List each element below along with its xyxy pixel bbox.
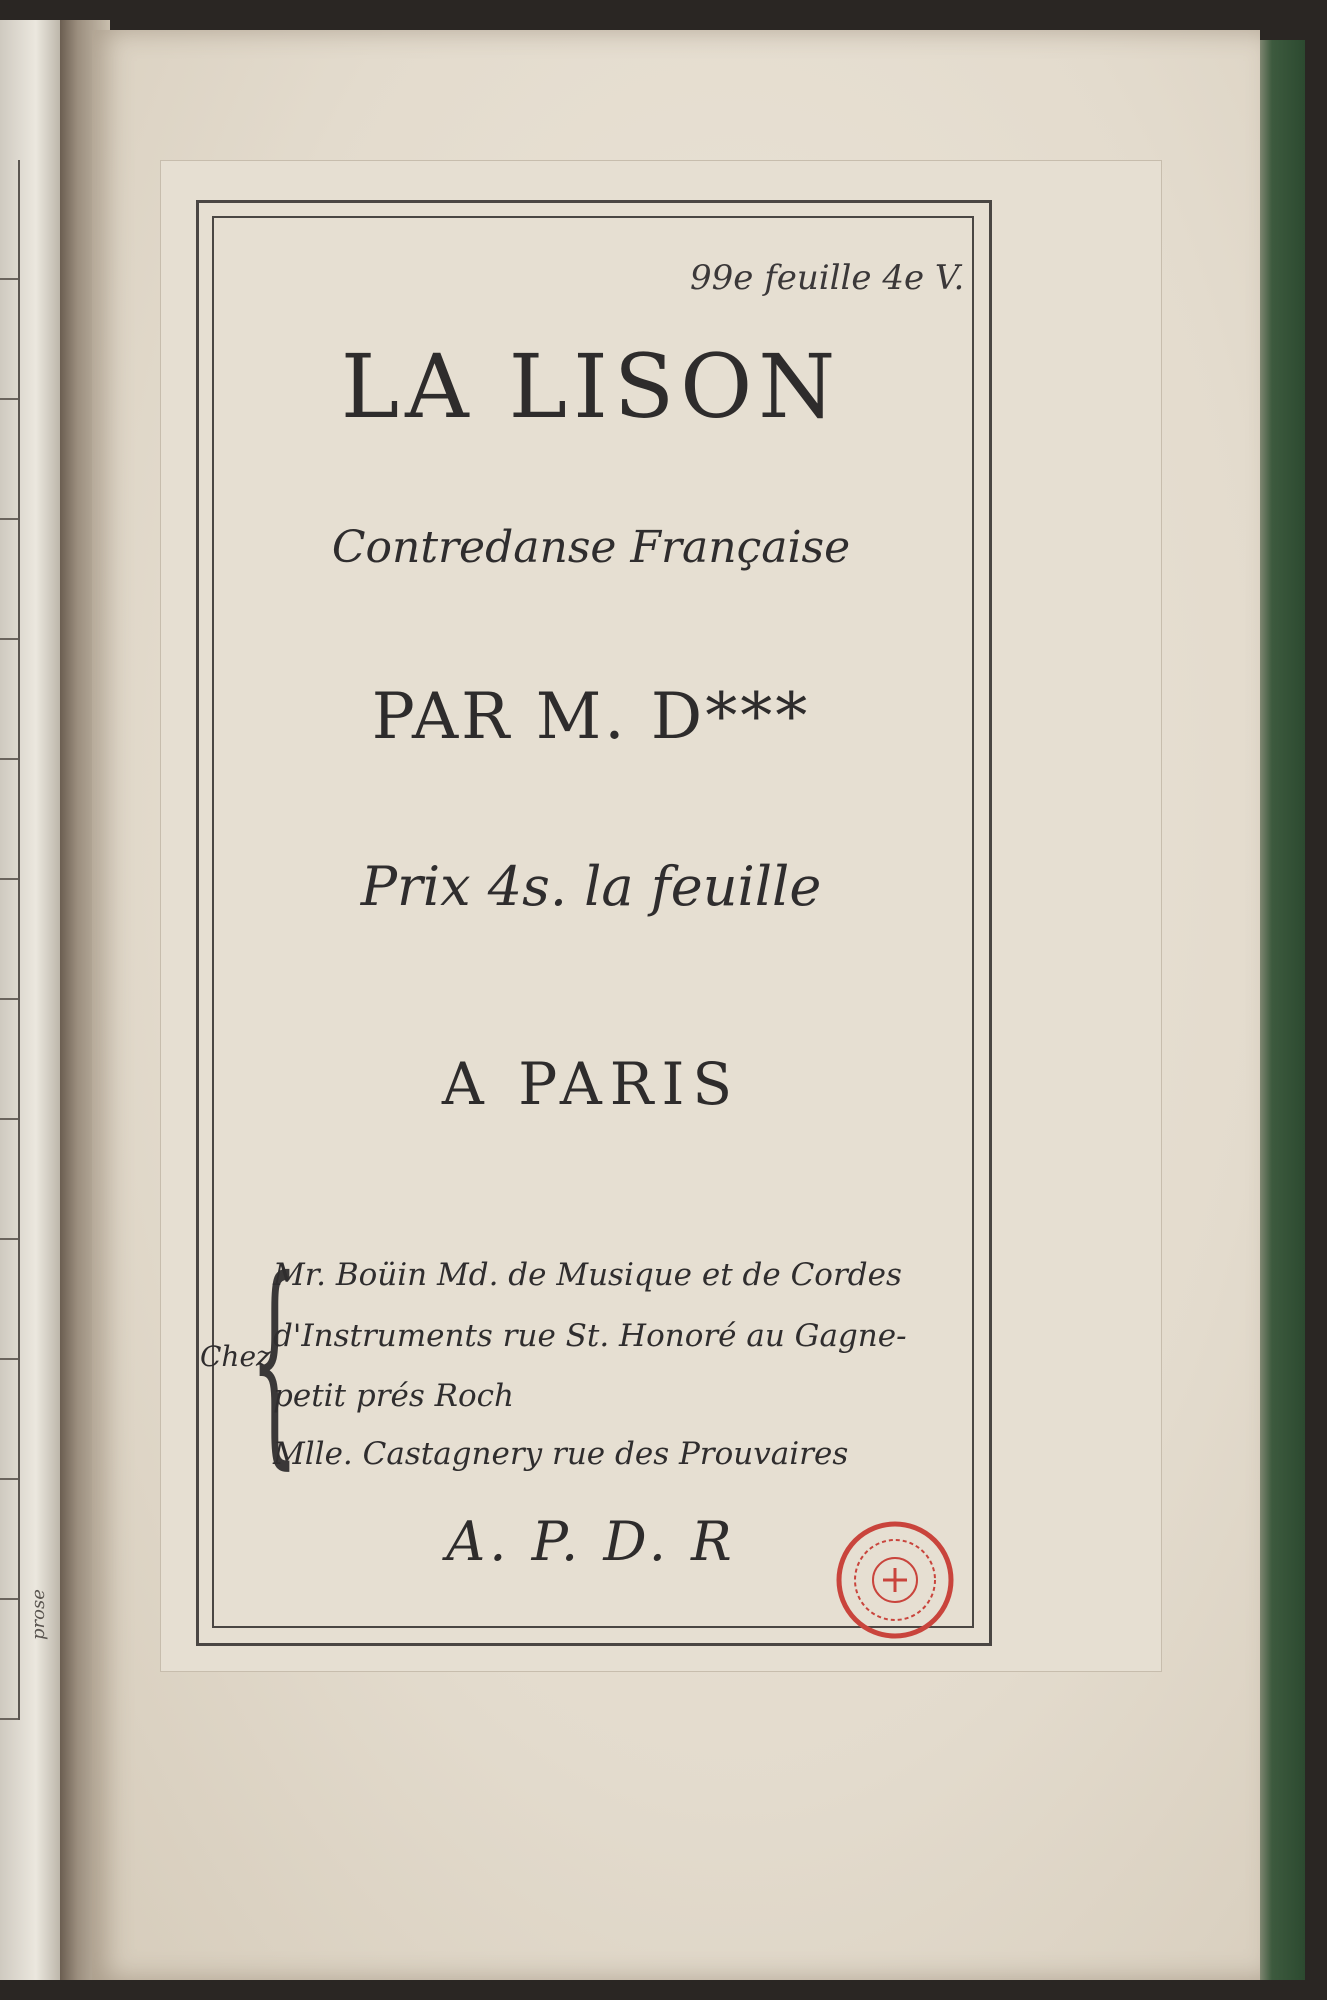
title: LA LISON [340,335,842,438]
place-line: A PARIS [441,1050,741,1118]
subtitle: Contredanse Française [331,522,851,573]
address-line: Mr. Boüin Md. de Musique et de Cordes [273,1257,902,1293]
address-line: d'Instruments rue St. Honoré au Gagne- [273,1318,907,1354]
sheet-note: 99e feuille 4e V. [690,258,965,298]
library-stamp-icon [833,1518,957,1642]
curly-brace-icon: { [250,1232,299,1488]
facing-page-caption: prose [28,1589,49,1640]
privilege-line: A. P. D. R [446,1510,736,1573]
facing-page [0,20,60,1980]
author-line: PAR M. D*** [371,680,811,754]
address-line: Mlle. Castagnery rue des Prouvaires [273,1436,849,1472]
address-line: petit prés Roch [273,1378,514,1414]
chez-label: Chez [200,1340,271,1373]
price-line: Prix 4s. la feuille [360,855,822,918]
music-staff-strip [0,160,20,1720]
